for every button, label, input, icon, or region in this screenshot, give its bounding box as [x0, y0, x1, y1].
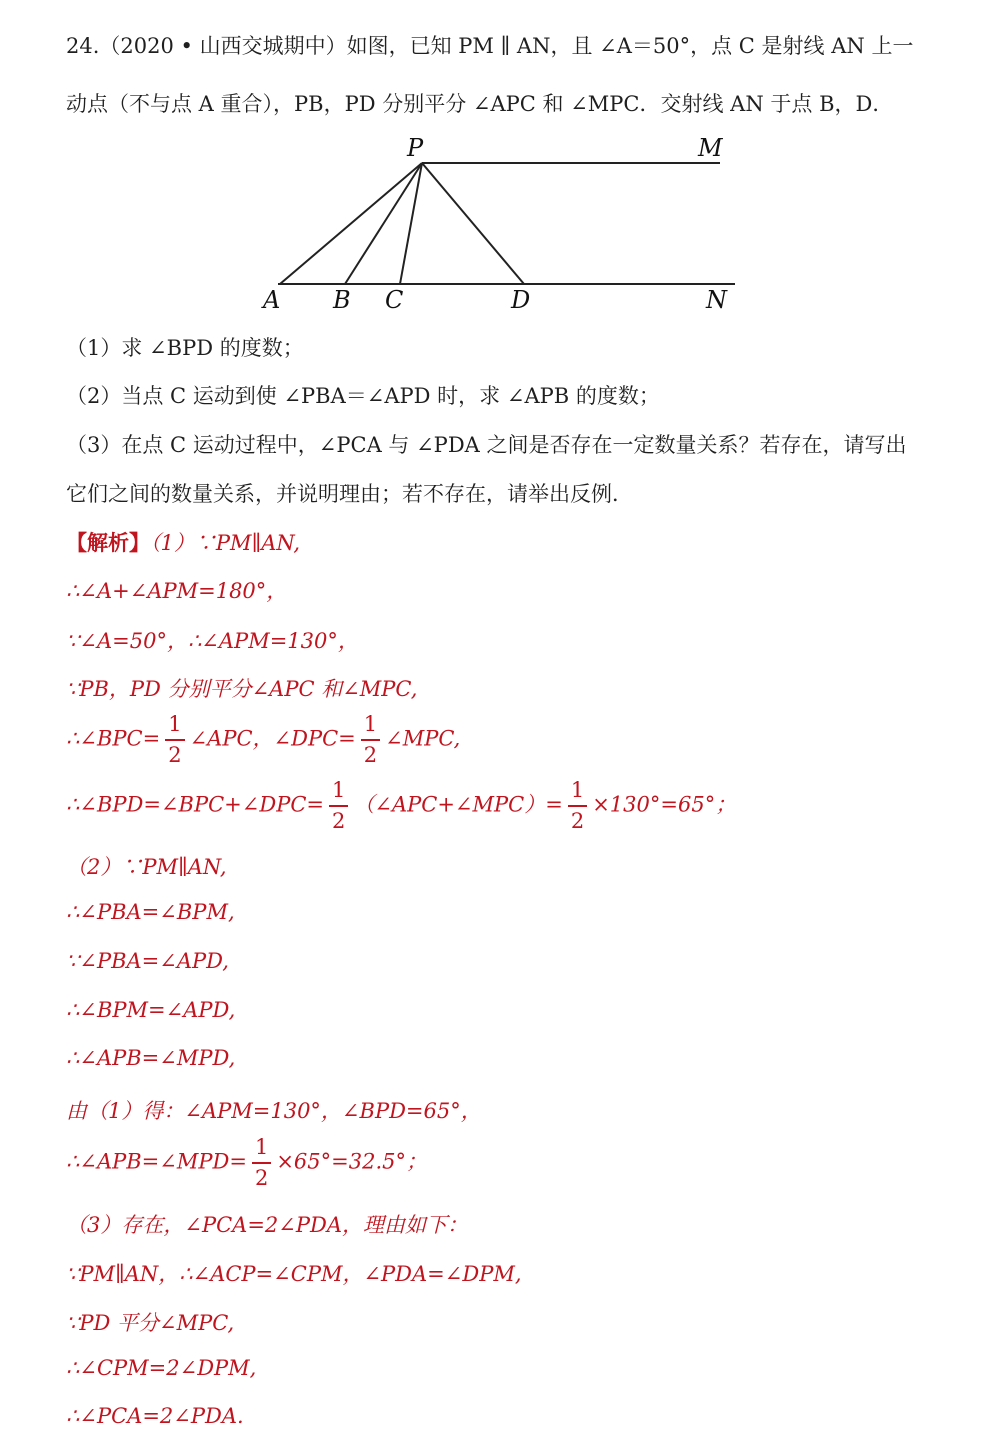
label-C: C — [385, 286, 404, 314]
label-N: N — [706, 286, 727, 314]
question-3-line-2: 它们之间的数量关系，并说明理由；若不存在，请举出反例． — [66, 482, 633, 506]
label-D: D — [511, 286, 531, 314]
solution-line-9: ∵∠PBA=∠APD, — [66, 949, 229, 973]
solution-line-1: 【解析】（1）∵PM∥AN, — [66, 530, 301, 555]
solution-line-13: ∴∠APB=∠MPD= $\frac{1}{2}$ ×65°=32.5°； — [66, 1135, 427, 1190]
solution-line-3: ∵∠A=50°，∴∠APM=130°， — [66, 629, 359, 653]
solution-line-14: （3）存在，∠PCA=2∠PDA，理由如下： — [66, 1213, 469, 1237]
solution-line-2: ∴∠A+∠APM=180°， — [66, 579, 288, 603]
geometry-figure — [0, 0, 991, 330]
solution-line-17: ∴∠CPM=2∠DPM, — [66, 1356, 257, 1380]
label-B: B — [333, 286, 351, 314]
fraction-one-half: $\frac{1}{2}$ — [165, 714, 184, 766]
question-1: （1）求 ∠BPD 的度数； — [66, 336, 304, 360]
solution-line-16: ∵PD 平分∠MPC, — [66, 1311, 235, 1335]
fraction-one-half: $\frac{1}{2}$ — [329, 780, 348, 832]
problem-line-2: 动点（不与点 A 重合），PB，PD 分别平分 ∠APC 和 ∠MPC．交射线 AN 于点 B，D． — [66, 92, 894, 116]
segment-PD — [422, 163, 524, 284]
question-2: （2）当点 C 运动到使 ∠PBA＝∠APD 时，求 ∠APB 的度数； — [66, 384, 660, 408]
fraction-one-half: $\frac{1}{2}$ — [568, 780, 587, 832]
problem-line-1: 24.（2020 • 山西交城期中）如图，已知 PM ∥ AN，且 ∠A＝50°，点 C 是射线 AN 上一 — [66, 34, 914, 58]
solution-line-4: ∵PB，PD 分别平分∠APC 和∠MPC, — [66, 677, 418, 701]
solution-line-10: ∴∠BPM=∠APD, — [66, 998, 236, 1022]
solution-line-12: 由（1）得：∠APM=130°，∠BPD=65°， — [66, 1099, 482, 1123]
fraction-one-half: $\frac{1}{2}$ — [252, 1137, 271, 1189]
segment-PA — [280, 163, 422, 284]
label-A: A — [263, 286, 281, 314]
solution-line-6: ∴∠BPD=∠BPC+∠DPC= $\frac{1}{2}$ （∠APC+∠MPC）= $\frac{1}{2}$ ×130°=65°； — [66, 778, 737, 833]
fraction-one-half: $\frac{1}{2}$ — [361, 714, 380, 766]
question-3-line-1: （3）在点 C 运动过程中，∠PCA 与 ∠PDA 之间是否存在一定数量关系？若存在，请写出 — [66, 433, 907, 457]
solution-line-15: ∵PM∥AN，∴∠ACP=∠CPM，∠PDA=∠DPM, — [66, 1262, 522, 1286]
solution-line-11: ∴∠APB=∠MPD, — [66, 1046, 236, 1070]
solution-line-7: （2）∵PM∥AN, — [66, 855, 227, 879]
solution-line-18: ∴∠PCA=2∠PDA. — [66, 1404, 244, 1428]
solution-line-5: ∴∠BPC= $\frac{1}{2}$ ∠APC，∠DPC= $\frac{1}{2}$ ∠MPC, — [66, 712, 461, 767]
label-M: M — [698, 134, 723, 162]
solution-tag: 【解析】 — [66, 530, 150, 555]
solution-line-8: ∴∠PBA=∠BPM, — [66, 900, 235, 924]
label-P: P — [407, 134, 424, 162]
